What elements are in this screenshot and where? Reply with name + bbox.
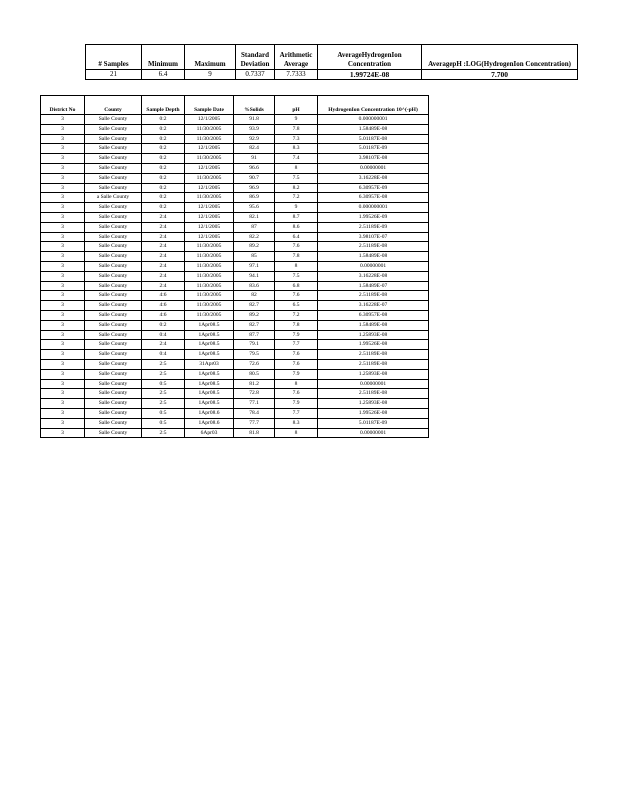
cell-date: 11/30/2005 xyxy=(185,261,234,271)
cell-hydrogen: 1.25893E-08 xyxy=(318,399,429,409)
cell-depth: 0:5 xyxy=(142,418,185,428)
cell-district: 3 xyxy=(41,222,85,232)
cell-county: Salle County xyxy=(85,252,142,262)
cell-county: Salle County xyxy=(85,418,142,428)
cell-ph: 7.6 xyxy=(275,350,318,360)
cell-ph: 7.8 xyxy=(275,124,318,134)
table-row xyxy=(41,193,429,203)
cell-depth: 0:2 xyxy=(142,154,185,164)
cell-solids: 95.6 xyxy=(234,203,275,213)
table-row xyxy=(41,359,429,369)
cell-district: 3 xyxy=(41,379,85,389)
cell-solids: 77.1 xyxy=(234,399,275,409)
cell-depth: 2:4 xyxy=(142,222,185,232)
cell-hydrogen: 6.30957E-08 xyxy=(318,193,429,203)
table-row xyxy=(41,310,429,320)
table-row xyxy=(41,350,429,360)
cell-county: Salle County xyxy=(85,115,142,125)
cell-solids: 96.6 xyxy=(234,163,275,173)
cell-depth: 0:2 xyxy=(142,183,185,193)
cell-ph: 8 xyxy=(275,379,318,389)
cell-date: 1Apr08.5 xyxy=(185,389,234,399)
cell-depth: 2:5 xyxy=(142,399,185,409)
cell-hydrogen: 1.99526E-08 xyxy=(318,408,429,418)
header-maximum: Maximum xyxy=(185,45,236,70)
cell-county: Salle County xyxy=(85,310,142,320)
cell-hydrogen: 2.51189E-08 xyxy=(318,242,429,252)
cell-depth: 2:4 xyxy=(142,252,185,262)
cell-hydrogen: 1.25893E-08 xyxy=(318,369,429,379)
cell-depth: 2:4 xyxy=(142,340,185,350)
table-row xyxy=(41,252,429,262)
cell-ph: 7.8 xyxy=(275,252,318,262)
cell-county: Salle County xyxy=(85,212,142,222)
cell-district: 3 xyxy=(41,389,85,399)
header-date: Sample Date xyxy=(185,96,234,115)
cell-ph: 7.2 xyxy=(275,310,318,320)
table-row xyxy=(41,144,429,154)
cell-ph: 7.5 xyxy=(275,271,318,281)
cell-district: 3 xyxy=(41,369,85,379)
table-row xyxy=(41,408,429,418)
cell-solids: 78.4 xyxy=(234,408,275,418)
cell-hydrogen: 3.16228E-08 xyxy=(318,173,429,183)
cell-solids: 79.1 xyxy=(234,340,275,350)
cell-date: 1Apr08.5 xyxy=(185,320,234,330)
cell-hydrogen: 1.58489E-08 xyxy=(318,124,429,134)
cell-district: 3 xyxy=(41,193,85,203)
cell-county: Salle County xyxy=(85,154,142,164)
cell-county: Salle County xyxy=(85,301,142,311)
cell-district: 3 xyxy=(41,359,85,369)
header-district: District No xyxy=(41,96,85,115)
cell-date: 11/30/2005 xyxy=(185,310,234,320)
cell-hydrogen: 1.58489E-08 xyxy=(318,320,429,330)
cell-depth: 0:2 xyxy=(142,320,185,330)
cell-solids: 82.1 xyxy=(234,212,275,222)
cell-district: 3 xyxy=(41,242,85,252)
cell-county: Salle County xyxy=(85,271,142,281)
cell-hydrogen: 5.01187E-09 xyxy=(318,144,429,154)
detail-body xyxy=(41,115,429,438)
cell-date: 6Apr03 xyxy=(185,428,234,438)
cell-date: 11/30/2005 xyxy=(185,124,234,134)
table-row xyxy=(41,428,429,438)
cell-date: 1Apr08.5 xyxy=(185,399,234,409)
header-solids: %Solids xyxy=(234,96,275,115)
cell-county: Salle County xyxy=(85,173,142,183)
table-row xyxy=(41,173,429,183)
cell-county: Salle County xyxy=(85,261,142,271)
cell-district: 3 xyxy=(41,291,85,301)
cell-district: 3 xyxy=(41,173,85,183)
cell-solids: 97.1 xyxy=(234,261,275,271)
cell-county: Salle County xyxy=(85,320,142,330)
cell-solids: 77.7 xyxy=(234,418,275,428)
cell-solids: 81.8 xyxy=(234,428,275,438)
cell-depth: 0:2 xyxy=(142,203,185,213)
table-row xyxy=(41,134,429,144)
cell-hydrogen: 2.51189E-08 xyxy=(318,291,429,301)
cell-hydrogen: 2.51189E-08 xyxy=(318,350,429,360)
cell-date: 1Apr08.5 xyxy=(185,379,234,389)
cell-hydrogen: 3.16228E-08 xyxy=(318,271,429,281)
cell-date: 12/1/2005 xyxy=(185,183,234,193)
cell-depth: 0:2 xyxy=(142,124,185,134)
cell-district: 3 xyxy=(41,144,85,154)
cell-hydrogen: 2.51189E-08 xyxy=(318,359,429,369)
cell-depth: 0:2 xyxy=(142,115,185,125)
cell-date: 11/30/2005 xyxy=(185,193,234,203)
cell-district: 3 xyxy=(41,399,85,409)
cell-county: Salle County xyxy=(85,291,142,301)
cell-ph: 7.7 xyxy=(275,340,318,350)
cell-district: 3 xyxy=(41,330,85,340)
header-avg-hydrogen: AverageHydrogenIon Concentration xyxy=(318,45,422,70)
cell-depth: 2:4 xyxy=(142,212,185,222)
cell-date: 1Apr08.5 xyxy=(185,369,234,379)
cell-hydrogen: 6.30957E-08 xyxy=(318,310,429,320)
cell-date: 11/30/2005 xyxy=(185,154,234,164)
cell-district: 3 xyxy=(41,212,85,222)
cell-district: 3 xyxy=(41,183,85,193)
cell-hydrogen: 3.98107E-07 xyxy=(318,232,429,242)
cell-solids: 82.4 xyxy=(234,144,275,154)
header-minimum: Minimum xyxy=(142,45,185,70)
cell-district: 3 xyxy=(41,350,85,360)
cell-county: Salle County xyxy=(85,222,142,232)
cell-ph: 8.3 xyxy=(275,418,318,428)
cell-depth: 2:4 xyxy=(142,271,185,281)
table-row xyxy=(41,271,429,281)
cell-ph: 7.3 xyxy=(275,134,318,144)
cell-district: 3 xyxy=(41,232,85,242)
cell-hydrogen: 0.000000001 xyxy=(318,203,429,213)
cell-district: 3 xyxy=(41,134,85,144)
cell-district: 3 xyxy=(41,115,85,125)
cell-depth: 2:4 xyxy=(142,261,185,271)
cell-district: 3 xyxy=(41,301,85,311)
table-row xyxy=(41,232,429,242)
cell-depth: 0:2 xyxy=(142,193,185,203)
table-row xyxy=(41,389,429,399)
detail-header-row xyxy=(41,96,429,115)
cell-hydrogen: 1.99526E-08 xyxy=(318,340,429,350)
cell-date: 12/1/2005 xyxy=(185,144,234,154)
cell-hydrogen: 6.30957E-09 xyxy=(318,183,429,193)
cell-hydrogen: 2.51189E-09 xyxy=(318,222,429,232)
table-row xyxy=(41,203,429,213)
cell-ph: 9 xyxy=(275,203,318,213)
cell-date: 12/1/2005 xyxy=(185,163,234,173)
cell-ph: 6.8 xyxy=(275,281,318,291)
cell-ph: 7.9 xyxy=(275,399,318,409)
cell-ph: 7.6 xyxy=(275,389,318,399)
cell-ph: 7.5 xyxy=(275,173,318,183)
table-row xyxy=(41,340,429,350)
table-row xyxy=(41,369,429,379)
table-row xyxy=(41,301,429,311)
cell-district: 3 xyxy=(41,124,85,134)
cell-ph: 7.6 xyxy=(275,242,318,252)
cell-district: 3 xyxy=(41,408,85,418)
cell-county: Salle County xyxy=(85,340,142,350)
header-hydrogen: HydrogenIon Concentration 10^(-pH) xyxy=(318,96,429,115)
cell-ph: 8 xyxy=(275,163,318,173)
value-arith-avg: 7.7333 xyxy=(275,70,318,80)
table-row xyxy=(41,212,429,222)
cell-hydrogen: 2.51189E-08 xyxy=(318,389,429,399)
cell-depth: 0:2 xyxy=(142,173,185,183)
cell-county: Salle County xyxy=(85,242,142,252)
value-maximum: 9 xyxy=(185,70,236,80)
cell-date: 1Apr08.6 xyxy=(185,408,234,418)
cell-date: 11/30/2005 xyxy=(185,173,234,183)
cell-hydrogen: 3.98107E-08 xyxy=(318,154,429,164)
table-row xyxy=(41,330,429,340)
cell-solids: 81.2 xyxy=(234,379,275,389)
cell-depth: 2:5 xyxy=(142,428,185,438)
cell-hydrogen: 5.01187E-08 xyxy=(318,134,429,144)
cell-depth: 0:4 xyxy=(142,350,185,360)
cell-solids: 80.5 xyxy=(234,369,275,379)
cell-depth: 0:2 xyxy=(142,134,185,144)
cell-date: 12/1/2005 xyxy=(185,212,234,222)
cell-depth: 4:6 xyxy=(142,301,185,311)
cell-district: 3 xyxy=(41,261,85,271)
cell-depth: 0:5 xyxy=(142,408,185,418)
value-samples: 21 xyxy=(86,70,142,80)
table-row xyxy=(41,154,429,164)
cell-solids: 79.5 xyxy=(234,350,275,360)
summary-table xyxy=(85,44,578,80)
cell-hydrogen: 1.58489E-08 xyxy=(318,252,429,262)
cell-depth: 2:5 xyxy=(142,389,185,399)
cell-solids: 89.2 xyxy=(234,242,275,252)
cell-date: 11/30/2005 xyxy=(185,271,234,281)
cell-ph: 7.9 xyxy=(275,330,318,340)
table-row xyxy=(41,261,429,271)
cell-depth: 4:6 xyxy=(142,291,185,301)
cell-county: Salle County xyxy=(85,369,142,379)
cell-date: 1Apr08.5 xyxy=(185,350,234,360)
cell-solids: 82.7 xyxy=(234,301,275,311)
value-minimum: 6.4 xyxy=(142,70,185,80)
cell-solids: 92.9 xyxy=(234,134,275,144)
cell-county: a Salle County xyxy=(85,193,142,203)
header-county: County xyxy=(85,96,142,115)
cell-district: 3 xyxy=(41,271,85,281)
table-row xyxy=(41,183,429,193)
cell-district: 3 xyxy=(41,310,85,320)
cell-district: 3 xyxy=(41,340,85,350)
cell-solids: 83.6 xyxy=(234,281,275,291)
cell-county: Salle County xyxy=(85,163,142,173)
cell-county: Salle County xyxy=(85,232,142,242)
summary-header-row xyxy=(86,45,578,70)
value-avg-ph: 7.700 xyxy=(422,70,578,80)
cell-ph: 8 xyxy=(275,428,318,438)
table-row xyxy=(41,222,429,232)
cell-depth: 0:2 xyxy=(142,144,185,154)
cell-ph: 7.9 xyxy=(275,369,318,379)
cell-county: Salle County xyxy=(85,134,142,144)
cell-district: 3 xyxy=(41,163,85,173)
cell-hydrogen: 5.01187E-09 xyxy=(318,418,429,428)
cell-solids: 89.2 xyxy=(234,310,275,320)
cell-county: Salle County xyxy=(85,389,142,399)
cell-date: 11/30/2005 xyxy=(185,134,234,144)
cell-depth: 0:2 xyxy=(142,163,185,173)
cell-district: 3 xyxy=(41,418,85,428)
cell-hydrogen: 0.00000001 xyxy=(318,428,429,438)
table-row xyxy=(41,124,429,134)
cell-hydrogen: 0.00000001 xyxy=(318,261,429,271)
cell-hydrogen: 3.16228E-07 xyxy=(318,301,429,311)
cell-date: 12/1/2005 xyxy=(185,203,234,213)
cell-solids: 87 xyxy=(234,222,275,232)
cell-solids: 87.7 xyxy=(234,330,275,340)
cell-solids: 96.9 xyxy=(234,183,275,193)
cell-ph: 8 xyxy=(275,261,318,271)
cell-county: Salle County xyxy=(85,330,142,340)
cell-solids: 72.8 xyxy=(234,389,275,399)
header-samples: # Samples xyxy=(86,45,142,70)
cell-ph: 7.4 xyxy=(275,154,318,164)
cell-hydrogen: 1.25893E-08 xyxy=(318,330,429,340)
cell-date: 12/1/2005 xyxy=(185,222,234,232)
cell-date: 12/1/2005 xyxy=(185,232,234,242)
cell-hydrogen: 0.00000001 xyxy=(318,379,429,389)
cell-solids: 91 xyxy=(234,154,275,164)
header-depth: Sample Depth xyxy=(142,96,185,115)
cell-date: 1Apr08.5 xyxy=(185,330,234,340)
detail-table xyxy=(40,95,429,438)
cell-ph: 8.7 xyxy=(275,212,318,222)
cell-depth: 0:5 xyxy=(142,379,185,389)
cell-ph: 7.6 xyxy=(275,291,318,301)
cell-hydrogen: 1.99526E-09 xyxy=(318,212,429,222)
cell-depth: 2:5 xyxy=(142,359,185,369)
table-row xyxy=(41,281,429,291)
cell-county: Salle County xyxy=(85,183,142,193)
cell-ph: 7.8 xyxy=(275,320,318,330)
cell-district: 3 xyxy=(41,203,85,213)
cell-county: Salle County xyxy=(85,399,142,409)
cell-date: 11/30/2005 xyxy=(185,242,234,252)
cell-district: 3 xyxy=(41,320,85,330)
cell-depth: 4:6 xyxy=(142,310,185,320)
table-row xyxy=(41,379,429,389)
cell-date: 1Apr08.5 xyxy=(185,340,234,350)
cell-solids: 82.7 xyxy=(234,320,275,330)
cell-date: 12/1/2005 xyxy=(185,115,234,125)
cell-solids: 90.7 xyxy=(234,173,275,183)
summary-value-row xyxy=(86,70,578,80)
cell-hydrogen: 0.000000001 xyxy=(318,115,429,125)
cell-solids: 82 xyxy=(234,291,275,301)
cell-ph: 7.2 xyxy=(275,193,318,203)
cell-depth: 2:4 xyxy=(142,232,185,242)
cell-county: Salle County xyxy=(85,281,142,291)
cell-solids: 91.8 xyxy=(234,115,275,125)
cell-solids: 86.9 xyxy=(234,193,275,203)
value-std-dev: 0.7337 xyxy=(236,70,275,80)
cell-county: Salle County xyxy=(85,350,142,360)
cell-district: 3 xyxy=(41,428,85,438)
cell-ph: 9 xyxy=(275,115,318,125)
cell-ph: 6.4 xyxy=(275,232,318,242)
cell-date: 1Apr08.6 xyxy=(185,418,234,428)
cell-date: 11/30/2005 xyxy=(185,301,234,311)
cell-date: 31Apr03 xyxy=(185,359,234,369)
cell-county: Salle County xyxy=(85,408,142,418)
cell-ph: 6.5 xyxy=(275,301,318,311)
table-row xyxy=(41,163,429,173)
cell-solids: 85 xyxy=(234,252,275,262)
cell-solids: 93.9 xyxy=(234,124,275,134)
cell-ph: 7.7 xyxy=(275,408,318,418)
cell-county: Salle County xyxy=(85,203,142,213)
header-avg-ph: AveragepH :LOG(HydrogenIon Concentration) xyxy=(422,45,578,70)
cell-county: Salle County xyxy=(85,144,142,154)
cell-ph: 8.3 xyxy=(275,144,318,154)
cell-depth: 0:4 xyxy=(142,330,185,340)
cell-date: 11/30/2005 xyxy=(185,291,234,301)
cell-ph: 8.6 xyxy=(275,222,318,232)
table-row xyxy=(41,320,429,330)
cell-solids: 72.6 xyxy=(234,359,275,369)
header-ph: pH xyxy=(275,96,318,115)
cell-hydrogen: 1.58489E-07 xyxy=(318,281,429,291)
table-row xyxy=(41,291,429,301)
cell-solids: 82.2 xyxy=(234,232,275,242)
cell-date: 11/30/2005 xyxy=(185,281,234,291)
cell-hydrogen: 0.00000001 xyxy=(318,163,429,173)
header-std-dev: Standard Deviation xyxy=(236,45,275,70)
cell-ph: 8.2 xyxy=(275,183,318,193)
header-arith-avg: Arithmetic Average xyxy=(275,45,318,70)
table-row xyxy=(41,115,429,125)
table-row xyxy=(41,399,429,409)
cell-district: 3 xyxy=(41,252,85,262)
cell-depth: 2:4 xyxy=(142,242,185,252)
cell-county: Salle County xyxy=(85,428,142,438)
cell-county: Salle County xyxy=(85,379,142,389)
table-row xyxy=(41,418,429,428)
cell-district: 3 xyxy=(41,281,85,291)
cell-ph: 7.6 xyxy=(275,359,318,369)
cell-district: 3 xyxy=(41,154,85,164)
cell-county: Salle County xyxy=(85,124,142,134)
cell-depth: 2:4 xyxy=(142,281,185,291)
cell-date: 11/30/2005 xyxy=(185,252,234,262)
table-row xyxy=(41,242,429,252)
value-avg-hydrogen: 1.99724E-08 xyxy=(318,70,422,80)
cell-solids: 94.1 xyxy=(234,271,275,281)
cell-county: Salle County xyxy=(85,359,142,369)
cell-depth: 2:5 xyxy=(142,369,185,379)
